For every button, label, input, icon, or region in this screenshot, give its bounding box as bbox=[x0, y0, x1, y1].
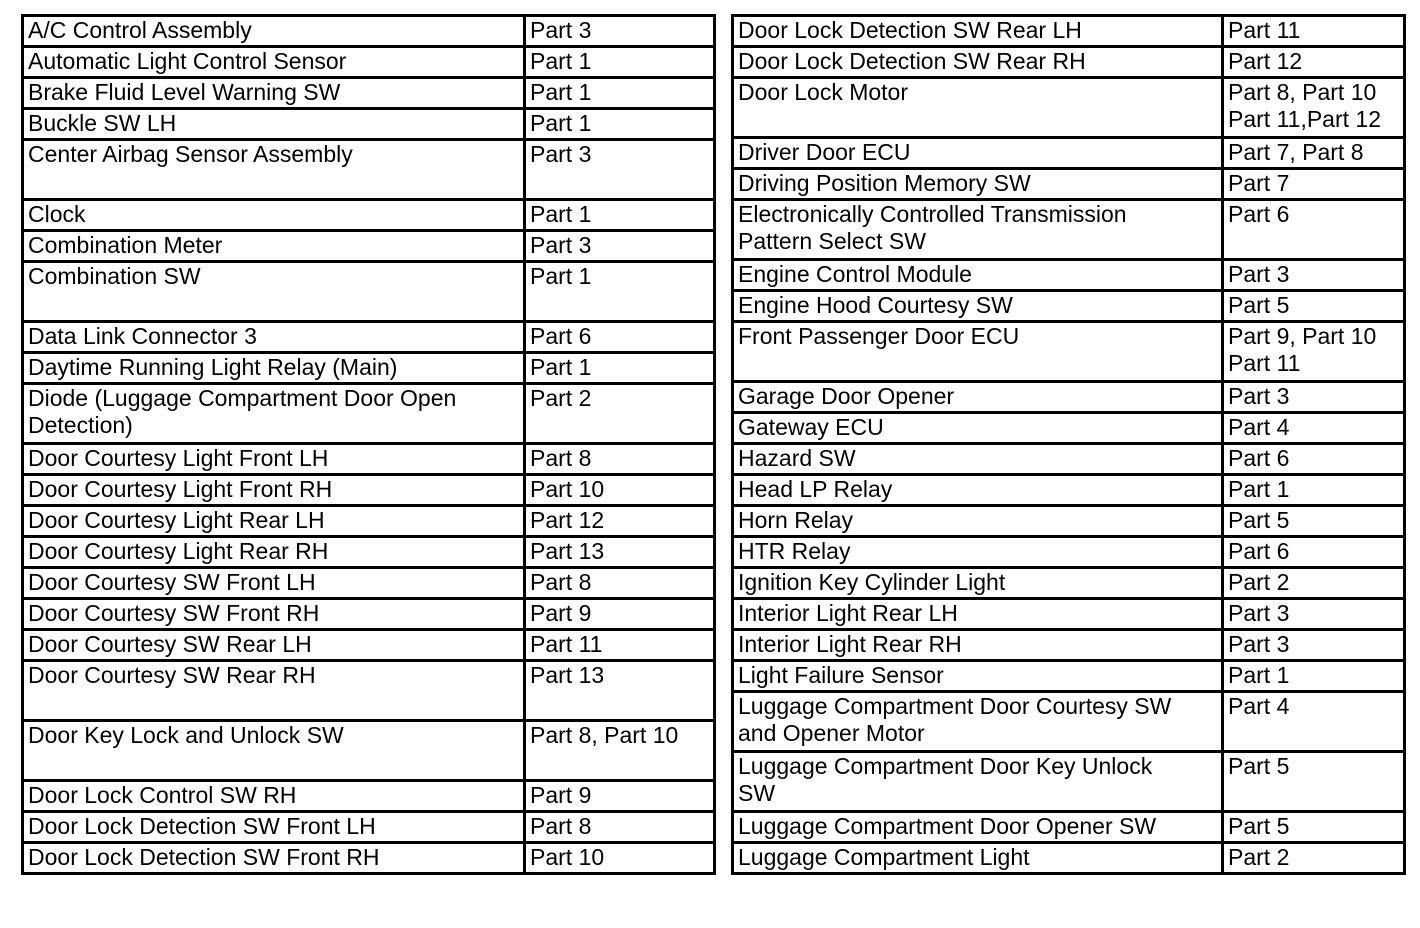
table-row bbox=[23, 78, 715, 109]
component-name: Brake Fluid Level Warning SW bbox=[28, 79, 341, 105]
table-row bbox=[23, 322, 715, 353]
part-reference: Part 5 bbox=[1228, 292, 1290, 318]
component-name: Door Lock Control SW RH bbox=[28, 782, 297, 808]
part-reference: Part 11 bbox=[1228, 350, 1301, 376]
part-reference: Part 12 bbox=[1228, 48, 1303, 74]
table-row bbox=[23, 444, 715, 475]
table-row bbox=[23, 262, 715, 322]
component-name-cell bbox=[733, 322, 1223, 382]
part-reference-cell bbox=[525, 599, 715, 630]
component-name-cell bbox=[23, 661, 525, 721]
component-name: HTR Relay bbox=[738, 538, 851, 564]
part-reference: Part 9 bbox=[530, 600, 592, 626]
part-reference-cell bbox=[1223, 506, 1405, 537]
component-name: Luggage Compartment Door Key Unlock bbox=[738, 753, 1153, 779]
part-reference-cell bbox=[525, 353, 715, 384]
component-name: Door Courtesy Light Rear RH bbox=[28, 538, 329, 564]
component-name: Ignition Key Cylinder Light bbox=[738, 569, 1006, 595]
component-name: Front Passenger Door ECU bbox=[738, 323, 1020, 349]
component-name: Diode (Luggage Compartment Door Open bbox=[28, 385, 457, 411]
component-index-table-left bbox=[21, 14, 716, 875]
part-reference-cell bbox=[525, 781, 715, 812]
component-name: Clock bbox=[28, 201, 86, 227]
part-reference-cell bbox=[1223, 78, 1405, 138]
part-reference: Part 1 bbox=[530, 48, 592, 74]
component-name-cell bbox=[733, 630, 1223, 661]
table-row bbox=[733, 78, 1405, 138]
part-reference: Part 7, Part 8 bbox=[1228, 139, 1364, 165]
component-name-cell bbox=[733, 169, 1223, 200]
component-name-cell bbox=[23, 537, 525, 568]
table-row bbox=[23, 506, 715, 537]
table-row bbox=[733, 599, 1405, 630]
table-row bbox=[23, 812, 715, 843]
component-name-cell bbox=[23, 781, 525, 812]
part-reference-cell bbox=[525, 47, 715, 78]
part-reference: Part 1 bbox=[530, 263, 592, 289]
table-row bbox=[733, 812, 1405, 843]
table-row bbox=[23, 109, 715, 140]
table-row bbox=[733, 752, 1405, 812]
component-name-cell bbox=[23, 843, 525, 874]
part-reference: Part 3 bbox=[530, 232, 592, 258]
part-reference: Part 4 bbox=[1228, 414, 1290, 440]
part-reference-cell bbox=[525, 506, 715, 537]
component-name: Engine Hood Courtesy SW bbox=[738, 292, 1013, 318]
part-reference: Part 5 bbox=[1228, 507, 1290, 533]
table-row bbox=[23, 721, 715, 781]
part-reference-cell bbox=[1223, 413, 1405, 444]
component-name: Interior Light Rear RH bbox=[738, 631, 962, 657]
part-reference-cell bbox=[525, 231, 715, 262]
table-body-left bbox=[23, 16, 715, 874]
component-name: Door Lock Detection SW Rear RH bbox=[738, 48, 1086, 74]
part-reference-cell bbox=[1223, 16, 1405, 47]
part-reference-cell bbox=[525, 384, 715, 444]
part-reference: Part 1 bbox=[530, 79, 592, 105]
component-name: Head LP Relay bbox=[738, 476, 893, 502]
table-row bbox=[23, 47, 715, 78]
component-name-cell bbox=[733, 537, 1223, 568]
component-name: Garage Door Opener bbox=[738, 383, 955, 409]
part-reference-cell bbox=[1223, 537, 1405, 568]
table-row bbox=[23, 568, 715, 599]
component-name-cell bbox=[23, 353, 525, 384]
part-reference: Part 6 bbox=[530, 323, 592, 349]
component-name-cell bbox=[733, 843, 1223, 874]
component-name: Door Key Lock and Unlock SW bbox=[28, 722, 344, 748]
component-name: Interior Light Rear LH bbox=[738, 600, 958, 626]
component-name: Engine Control Module bbox=[738, 261, 972, 287]
part-reference-cell bbox=[1223, 444, 1405, 475]
part-reference: Part 8, Part 10 bbox=[1228, 79, 1377, 105]
part-reference: Part 1 bbox=[530, 354, 592, 380]
table-row bbox=[733, 568, 1405, 599]
part-reference-cell bbox=[525, 262, 715, 322]
part-reference-cell bbox=[1223, 843, 1405, 874]
component-name-cell bbox=[23, 16, 525, 47]
component-name-cell bbox=[733, 506, 1223, 537]
part-reference: Part 2 bbox=[1228, 844, 1290, 870]
part-reference: Part 13 bbox=[530, 538, 605, 564]
part-reference: Part 11 bbox=[1228, 17, 1301, 43]
part-reference: Part 6 bbox=[1228, 445, 1290, 471]
part-reference-cell bbox=[1223, 661, 1405, 692]
table-row bbox=[23, 781, 715, 812]
component-name: Daytime Running Light Relay (Main) bbox=[28, 354, 398, 380]
component-name-cell bbox=[23, 812, 525, 843]
table-row bbox=[733, 630, 1405, 661]
part-reference-cell bbox=[1223, 200, 1405, 260]
table-body-right bbox=[733, 16, 1405, 874]
component-name-cell bbox=[23, 78, 525, 109]
component-name: Hazard SW bbox=[738, 445, 856, 471]
component-name-cell bbox=[23, 47, 525, 78]
part-reference: Part 4 bbox=[1228, 693, 1290, 719]
component-name-cell bbox=[733, 47, 1223, 78]
table-row bbox=[23, 599, 715, 630]
part-reference-cell bbox=[525, 109, 715, 140]
table-row bbox=[733, 692, 1405, 752]
table-row bbox=[23, 630, 715, 661]
part-reference: Part 3 bbox=[1228, 631, 1290, 657]
table-row bbox=[733, 475, 1405, 506]
component-name-cell bbox=[733, 444, 1223, 475]
part-reference-cell bbox=[525, 475, 715, 506]
part-reference-cell bbox=[525, 721, 715, 781]
part-reference-cell bbox=[525, 444, 715, 475]
component-name-cell bbox=[23, 262, 525, 322]
part-reference: Part 13 bbox=[530, 662, 605, 688]
table-row bbox=[733, 260, 1405, 291]
part-reference: Part 3 bbox=[1228, 600, 1290, 626]
component-name: Door Courtesy SW Front LH bbox=[28, 569, 316, 595]
part-reference: Part 5 bbox=[1228, 813, 1290, 839]
table-row bbox=[23, 231, 715, 262]
part-reference-cell bbox=[525, 322, 715, 353]
part-reference: Part 2 bbox=[530, 385, 592, 411]
component-name-cell bbox=[23, 140, 525, 200]
part-reference-cell bbox=[525, 630, 715, 661]
part-reference: Part 10 bbox=[530, 844, 605, 870]
component-name-cell bbox=[733, 291, 1223, 322]
component-name: Door Courtesy SW Rear LH bbox=[28, 631, 312, 657]
component-name-cell bbox=[733, 382, 1223, 413]
part-reference-cell bbox=[1223, 475, 1405, 506]
component-name: Electronically Controlled Transmission bbox=[738, 201, 1127, 227]
table-row bbox=[733, 291, 1405, 322]
component-name: and Opener Motor bbox=[738, 720, 925, 746]
part-reference: Part 1 bbox=[530, 201, 592, 227]
component-name: Buckle SW LH bbox=[28, 110, 177, 136]
table-row bbox=[733, 200, 1405, 260]
table-row bbox=[23, 384, 715, 444]
component-name-cell bbox=[23, 721, 525, 781]
table-row bbox=[733, 322, 1405, 382]
component-name-cell bbox=[733, 661, 1223, 692]
part-reference: Part 8, Part 10 bbox=[530, 722, 679, 748]
component-name: Door Lock Detection SW Rear LH bbox=[738, 17, 1082, 43]
component-name: Door Courtesy Light Front LH bbox=[28, 445, 329, 471]
table-row bbox=[23, 353, 715, 384]
part-reference: Part 5 bbox=[1228, 753, 1290, 779]
component-name-cell bbox=[23, 109, 525, 140]
part-reference-cell bbox=[1223, 382, 1405, 413]
part-reference: Part 11,Part 12 bbox=[1228, 106, 1381, 132]
component-name-cell bbox=[733, 752, 1223, 812]
part-reference-cell bbox=[1223, 630, 1405, 661]
table-row bbox=[23, 843, 715, 874]
part-reference-cell bbox=[525, 843, 715, 874]
component-name: Data Link Connector 3 bbox=[28, 323, 257, 349]
component-name: Door Courtesy SW Rear RH bbox=[28, 662, 316, 688]
component-name: Horn Relay bbox=[738, 507, 854, 533]
component-name: A/C Control Assembly bbox=[28, 17, 252, 43]
component-index-table-right bbox=[731, 14, 1406, 875]
part-reference-cell bbox=[525, 661, 715, 721]
component-name-cell bbox=[733, 568, 1223, 599]
table-row bbox=[733, 47, 1405, 78]
component-name: Gateway ECU bbox=[738, 414, 884, 440]
part-reference: Part 12 bbox=[530, 507, 605, 533]
component-name-cell bbox=[733, 413, 1223, 444]
part-reference: Part 1 bbox=[1228, 476, 1290, 502]
part-reference-cell bbox=[1223, 138, 1405, 169]
component-name: Luggage Compartment Door Opener SW bbox=[738, 813, 1157, 839]
part-reference-cell bbox=[525, 200, 715, 231]
table-row bbox=[23, 475, 715, 506]
component-name: Light Failure Sensor bbox=[738, 662, 944, 688]
part-reference-cell bbox=[1223, 322, 1405, 382]
part-reference-cell bbox=[1223, 812, 1405, 843]
table-row bbox=[733, 16, 1405, 47]
part-reference-cell bbox=[1223, 291, 1405, 322]
component-name: Door Lock Motor bbox=[738, 79, 909, 105]
component-name: Door Lock Detection SW Front LH bbox=[28, 813, 376, 839]
table-row bbox=[733, 413, 1405, 444]
part-reference: Part 1 bbox=[530, 110, 592, 136]
table-row bbox=[733, 138, 1405, 169]
part-reference: Part 1 bbox=[1228, 662, 1290, 688]
table-row bbox=[733, 506, 1405, 537]
component-name-cell bbox=[733, 200, 1223, 260]
part-reference-cell bbox=[1223, 599, 1405, 630]
table-row bbox=[733, 843, 1405, 874]
table-row bbox=[23, 200, 715, 231]
component-name-cell bbox=[733, 812, 1223, 843]
part-reference: Part 6 bbox=[1228, 538, 1290, 564]
component-name: Door Lock Detection SW Front RH bbox=[28, 844, 380, 870]
part-reference-cell bbox=[525, 812, 715, 843]
component-name-cell bbox=[23, 444, 525, 475]
component-name: Center Airbag Sensor Assembly bbox=[28, 141, 353, 167]
component-name: Door Courtesy Light Rear LH bbox=[28, 507, 325, 533]
part-reference-cell bbox=[1223, 169, 1405, 200]
part-reference-cell bbox=[1223, 47, 1405, 78]
table-row bbox=[733, 444, 1405, 475]
component-name-cell bbox=[23, 200, 525, 231]
component-name-cell bbox=[23, 231, 525, 262]
part-reference: Part 3 bbox=[530, 141, 592, 167]
table-row bbox=[733, 382, 1405, 413]
component-name: SW bbox=[738, 780, 776, 806]
component-name: Automatic Light Control Sensor bbox=[28, 48, 347, 74]
component-name-cell bbox=[23, 568, 525, 599]
table-row bbox=[733, 537, 1405, 568]
part-reference-cell bbox=[1223, 752, 1405, 812]
component-name-cell bbox=[23, 475, 525, 506]
component-name: Detection) bbox=[28, 412, 133, 438]
table-row bbox=[23, 140, 715, 200]
part-reference: Part 10 bbox=[530, 476, 605, 502]
component-name: Door Courtesy SW Front RH bbox=[28, 600, 320, 626]
table-row bbox=[23, 661, 715, 721]
component-name: Door Courtesy Light Front RH bbox=[28, 476, 333, 502]
component-name-cell bbox=[23, 384, 525, 444]
component-name-cell bbox=[733, 599, 1223, 630]
part-reference: Part 9 bbox=[530, 782, 592, 808]
part-reference: Part 2 bbox=[1228, 569, 1290, 595]
component-name-cell bbox=[23, 506, 525, 537]
part-reference-cell bbox=[525, 16, 715, 47]
component-name: Luggage Compartment Light bbox=[738, 844, 1030, 870]
component-name-cell bbox=[733, 16, 1223, 47]
part-reference: Part 8 bbox=[530, 445, 592, 471]
part-reference-cell bbox=[525, 568, 715, 599]
component-name: Luggage Compartment Door Courtesy SW bbox=[738, 693, 1172, 719]
component-name: Driving Position Memory SW bbox=[738, 170, 1031, 196]
table-row bbox=[733, 661, 1405, 692]
component-name-cell bbox=[733, 260, 1223, 291]
component-name-cell bbox=[23, 630, 525, 661]
part-reference: Part 9, Part 10 bbox=[1228, 323, 1377, 349]
component-name-cell bbox=[733, 692, 1223, 752]
part-reference: Part 8 bbox=[530, 813, 592, 839]
part-reference: Part 11 bbox=[530, 631, 603, 657]
part-reference: Part 3 bbox=[1228, 261, 1290, 287]
component-name: Combination SW bbox=[28, 263, 201, 289]
part-reference-cell bbox=[1223, 260, 1405, 291]
component-name-cell bbox=[733, 78, 1223, 138]
component-name-cell bbox=[23, 599, 525, 630]
component-name-cell bbox=[733, 475, 1223, 506]
part-reference-cell bbox=[1223, 692, 1405, 752]
component-name: Combination Meter bbox=[28, 232, 223, 258]
table-row bbox=[733, 169, 1405, 200]
component-name: Driver Door ECU bbox=[738, 139, 911, 165]
part-reference: Part 8 bbox=[530, 569, 592, 595]
component-name-cell bbox=[23, 322, 525, 353]
table-row bbox=[23, 16, 715, 47]
component-name: Pattern Select SW bbox=[738, 228, 926, 254]
part-reference: Part 3 bbox=[530, 17, 592, 43]
part-reference-cell bbox=[1223, 568, 1405, 599]
part-reference: Part 3 bbox=[1228, 383, 1290, 409]
part-reference-cell bbox=[525, 78, 715, 109]
part-reference: Part 7 bbox=[1228, 170, 1290, 196]
table-row bbox=[23, 537, 715, 568]
component-name-cell bbox=[733, 138, 1223, 169]
part-reference: Part 6 bbox=[1228, 201, 1290, 227]
part-reference-cell bbox=[525, 537, 715, 568]
part-reference-cell bbox=[525, 140, 715, 200]
